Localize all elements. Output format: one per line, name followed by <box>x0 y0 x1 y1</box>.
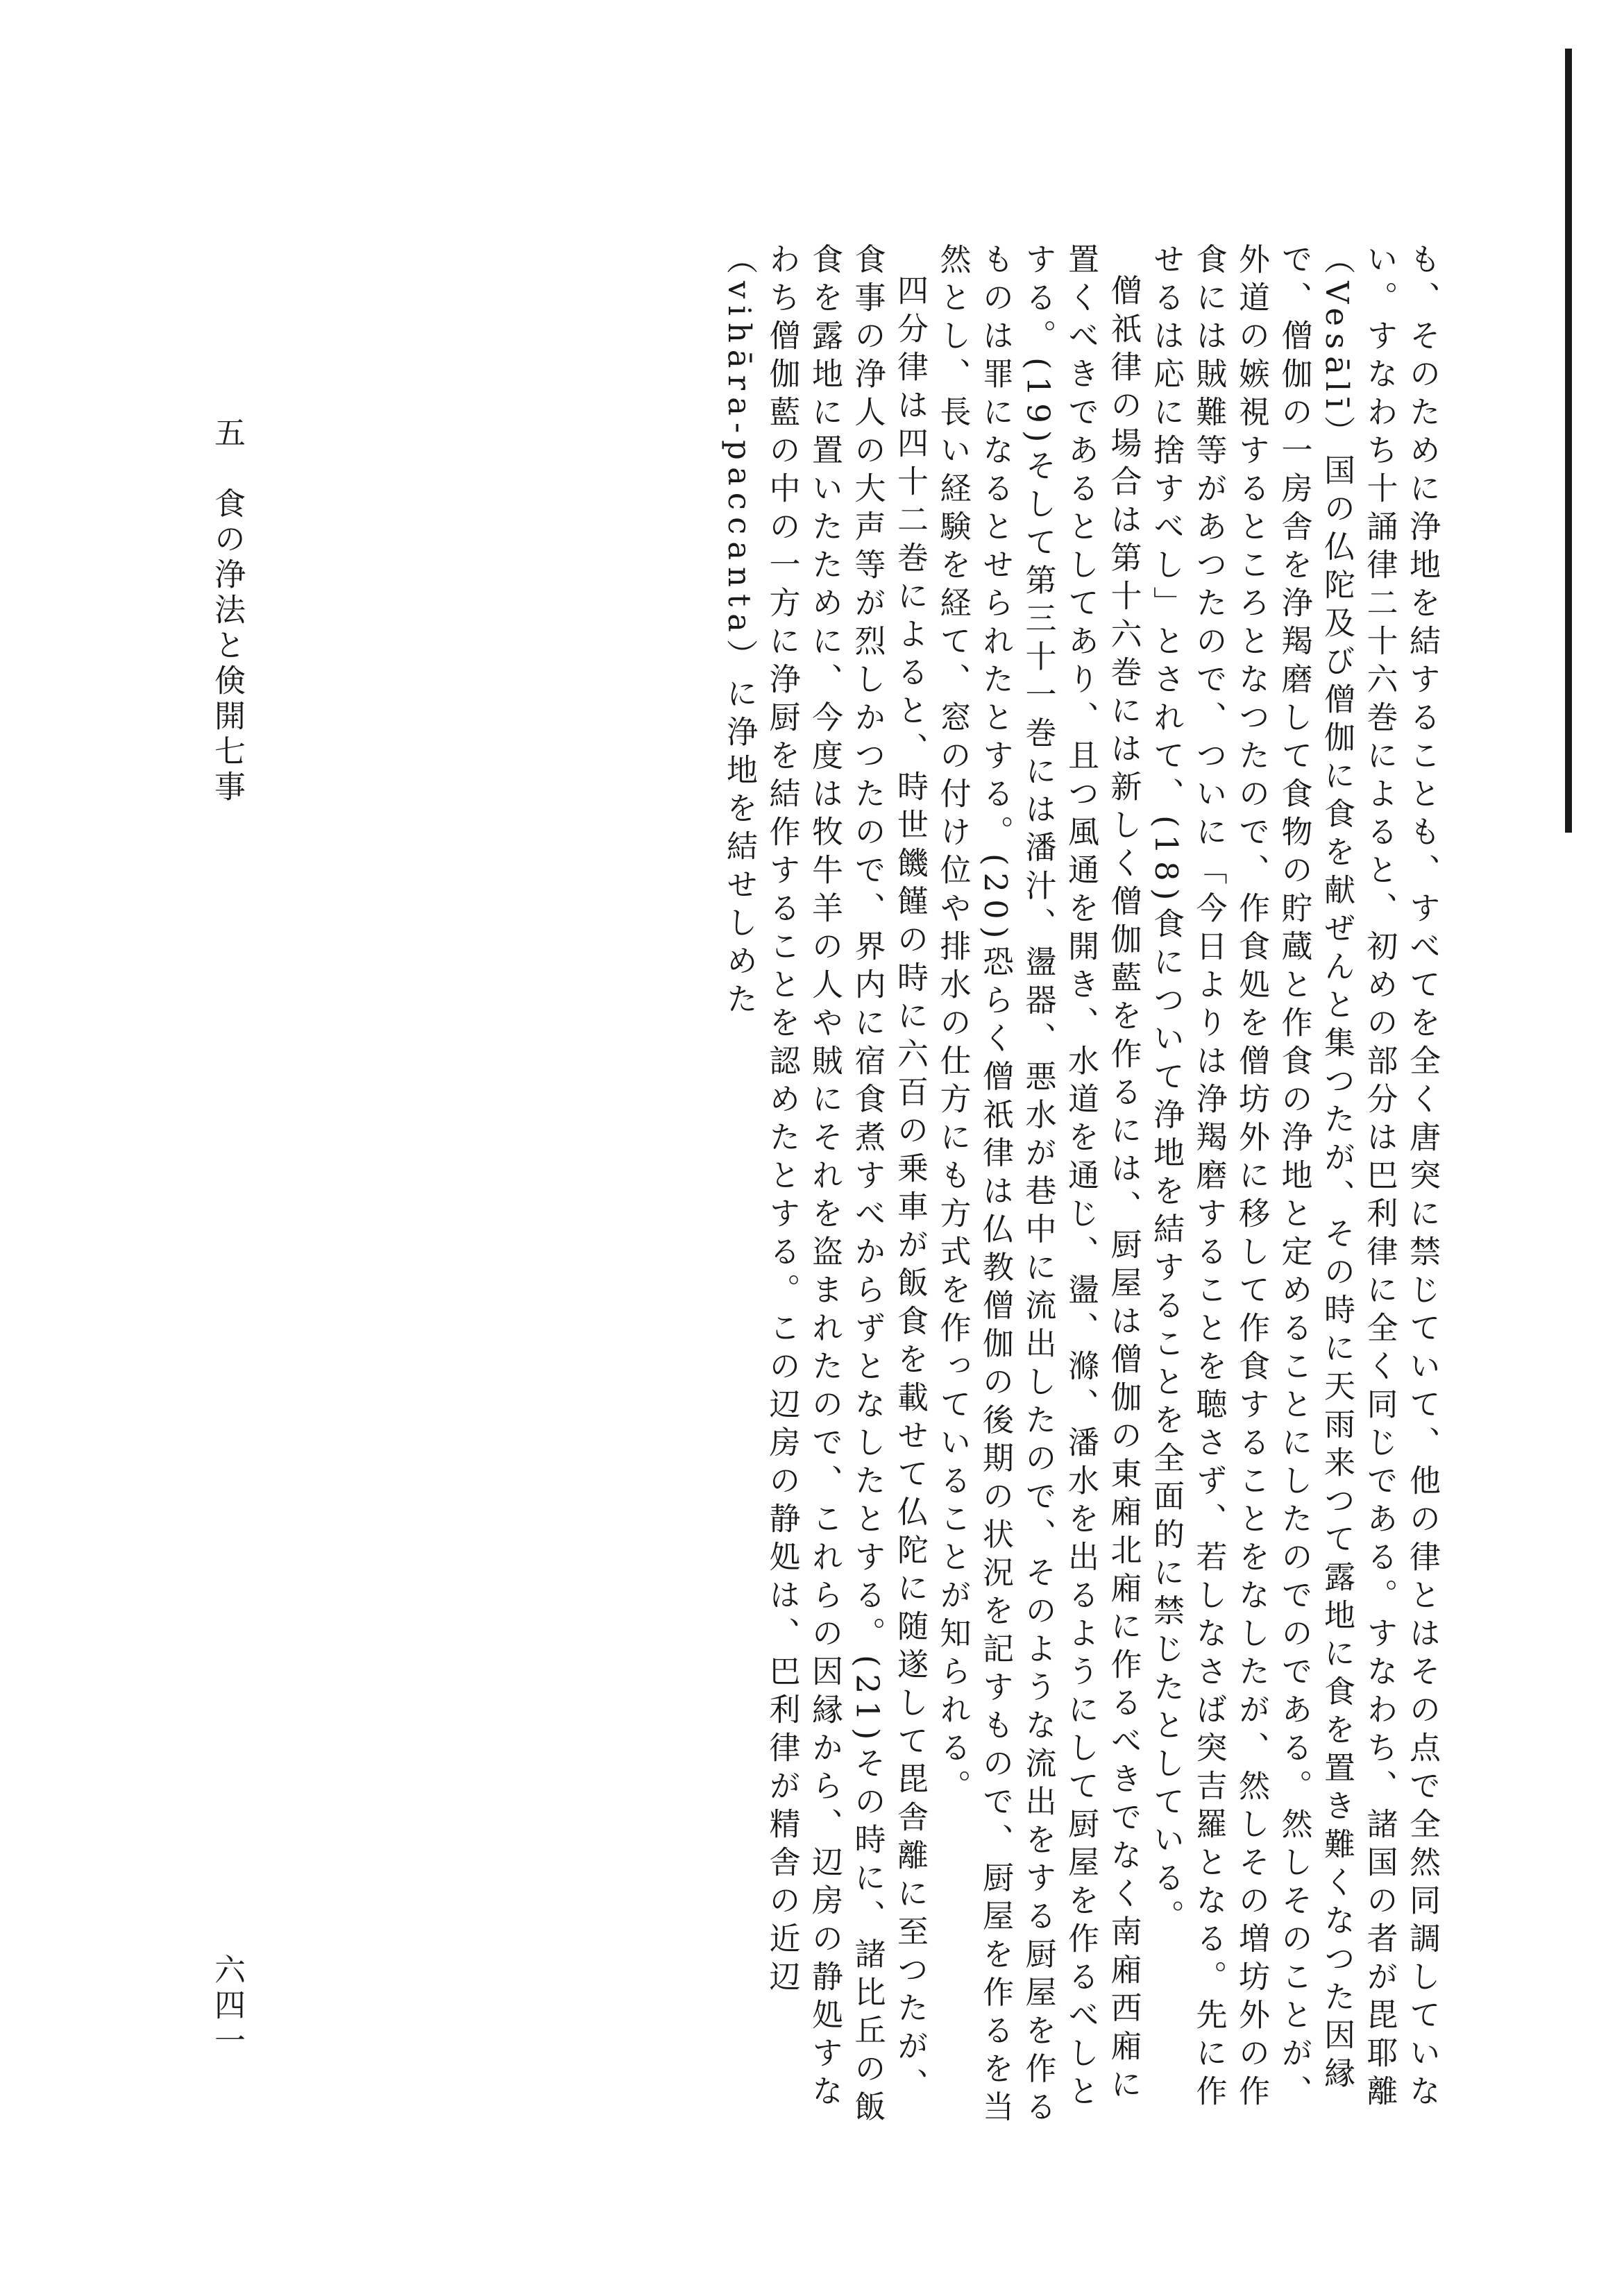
binding-edge-mark <box>1565 49 1572 833</box>
paragraph-3: 四分律は四十二巻によると、時世饑饉の時に六百の乗車が飯食を載せて仏陀に随遂して毘舎離に至つたが、食事の浄人の大声等が烈しかつたので、界内に宿食煮すべからずとなしたとする。(21)その時に、諸比丘の飯食を露地に置いたために、今度は牧牛羊の人や賊にそれを盗まれたので、これらの因縁から、辺房の静処すなわち僧伽藍の中の一方に浄厨を結作することを認めたとする。この辺房の静処は、巴利律が精舎の近辺（vihāra-paccanta）に浄地を結せしめた <box>721 243 929 2129</box>
body-text <box>264 243 1444 2130</box>
paragraph-1: も、そのために浄地を結することも、すべてを全く唐突に禁じていて、他の律とはその点で全然同調していない。すなわち十誦律二十六巻によると、初めの部分は巴利律に全く同じである。すなわち、諸国の者が毘耶離（Vesālī）国の仏陀及び僧伽に食を献ぜんと集つたが、その時に天雨来つて露地に食を置き難くなつた因縁で、僧伽の一房舎を浄羯磨して食物の貯蔵と作食の浄地と定めることにしたのでのである。然しそのことが、外道の嫉視するところとなつたので、作食処を僧坊外に移して作食することをなしたが、然しその増坊外の作食には賊難等があつたので、ついに「今日よりは浄羯磨することを聴さず、若しなさば突吉羅となる。先に作せるは応に捨すべし」とされて、(18)食について浄地を結することを全面的に禁じたとしている。 <box>1148 243 1441 2113</box>
paragraph-2: 僧祇律の場合は第十六巻には新しく僧伽藍を作るには、厨屋は僧伽の東廂北廂に作るべきでなく南廂西廂に置くべきであるとしてあり、且つ風通を開き、水道を通じ、盪、滌、潘水を出るようにして厨屋を作るべしとする。(19)そして第三十一巻には潘汁、盪器、悪水が巷中に流出したので、そのような流出をする厨屋を作るものは罪になるとせられたとする。(20)恐らく僧祇律は仏教僧伽の後期の状況を記すもので、厨屋を作るを当然とし、長い経験を経て、窓の付け位や排水の仕方にも方式を作っていることが知られる。 <box>934 243 1142 2129</box>
running-header: 五 食の浄法と倹開七事 <box>209 416 246 806</box>
page-number: 六四一 <box>209 1953 246 2059</box>
